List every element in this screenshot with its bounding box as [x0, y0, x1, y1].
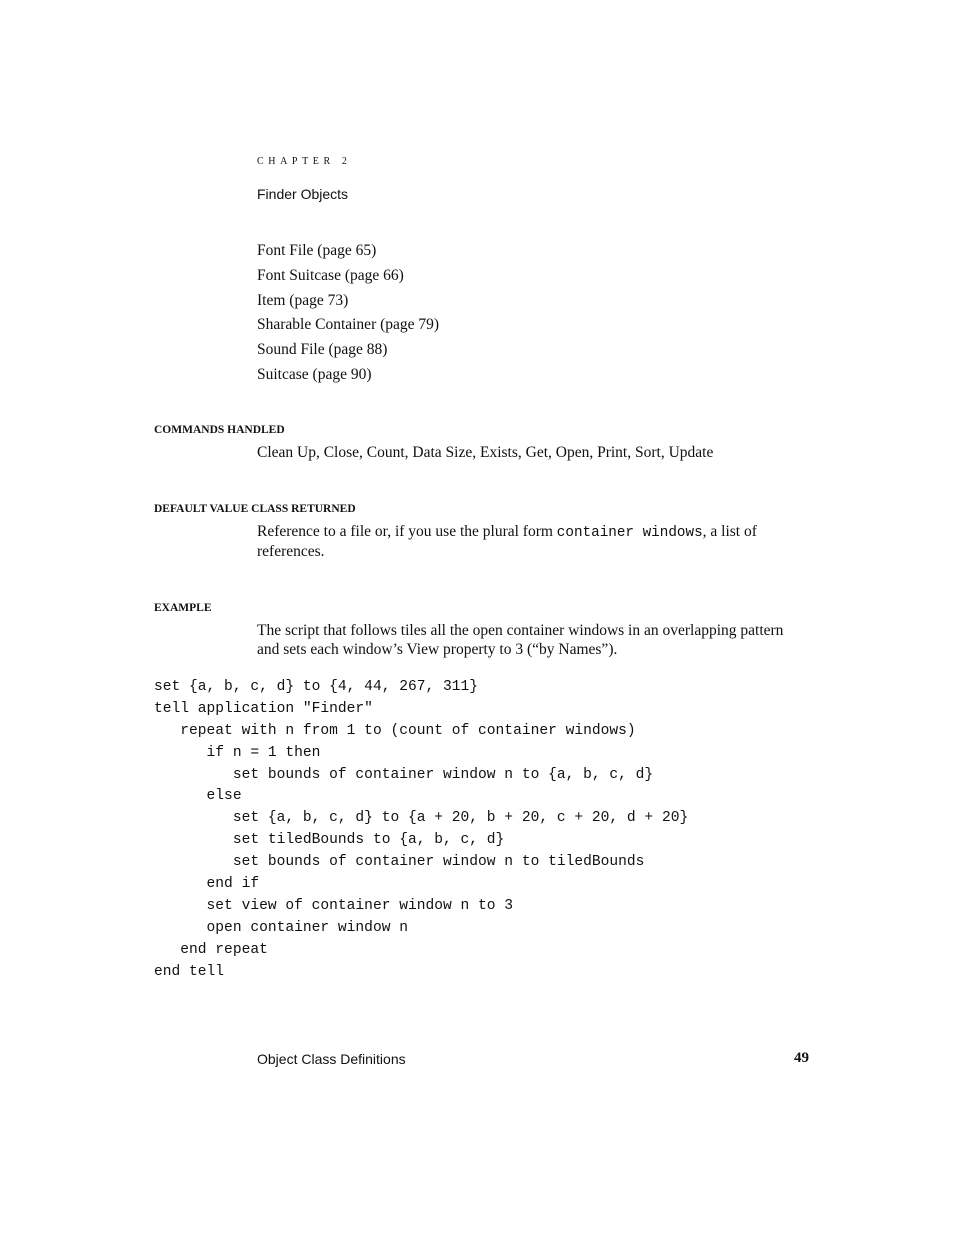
default-value-text-end: , a list of references.: [257, 523, 757, 560]
code-line: repeat with n from 1 to (count of container windows): [154, 722, 636, 739]
example-heading: EXAMPLE: [154, 602, 212, 614]
footer-section-title: Object Class Definitions: [257, 1051, 406, 1067]
code-line: end if: [154, 876, 260, 893]
list-item: Font Suitcase (page 66): [257, 266, 404, 284]
default-value-heading: DEFAULT VALUE CLASS RETURNED: [154, 503, 356, 515]
code-line: if n = 1 then: [154, 744, 321, 761]
chapter-label: CHAPTER 2: [257, 156, 352, 167]
code-line: set {a, b, c, d} to {a + 20, b + 20, c + 20, d + 20}: [154, 810, 689, 827]
code-line: tell application "Finder": [154, 700, 373, 717]
default-value-text-start: Reference to a file or, if you use the plural form: [257, 523, 557, 540]
page-number: 49: [794, 1050, 809, 1066]
inline-code: container windows: [556, 525, 703, 541]
commands-handled-heading: COMMANDS HANDLED: [154, 424, 285, 436]
list-item: Item (page 73): [257, 291, 349, 309]
code-line: end repeat: [154, 941, 268, 958]
code-line: set bounds of container window n to tiledBounds: [154, 854, 645, 871]
code-line: set bounds of container window n to {a, b, c, d}: [154, 766, 654, 783]
running-header-title: Finder Objects: [257, 186, 349, 202]
list-item: Sharable Container (page 79): [257, 316, 440, 334]
list-item: Font File (page 65): [257, 242, 377, 259]
list-item: Suitcase (page 90): [257, 365, 372, 383]
example-description: The script that follows tiles all the open container windows in an overlapping pattern and sets each window’s View property to 3 (“by Names”).: [257, 622, 784, 658]
code-line: else: [154, 788, 242, 805]
list-item: Sound File (page 88): [257, 341, 388, 359]
code-line: set view of container window n to 3: [154, 897, 514, 914]
code-line: set {a, b, c, d} to {4, 44, 267, 311}: [154, 679, 479, 695]
default-value-text: [257, 523, 797, 561]
cross-reference-list: [257, 239, 439, 388]
code-line: open container window n: [154, 919, 408, 936]
code-block: [154, 677, 688, 983]
code-line: end tell: [154, 963, 225, 980]
commands-handled-text: Clean Up, Close, Count, Data Size, Exists, Get, Open, Print, Sort, Update: [257, 444, 714, 461]
code-line: set tiledBounds to {a, b, c, d}: [154, 832, 505, 849]
